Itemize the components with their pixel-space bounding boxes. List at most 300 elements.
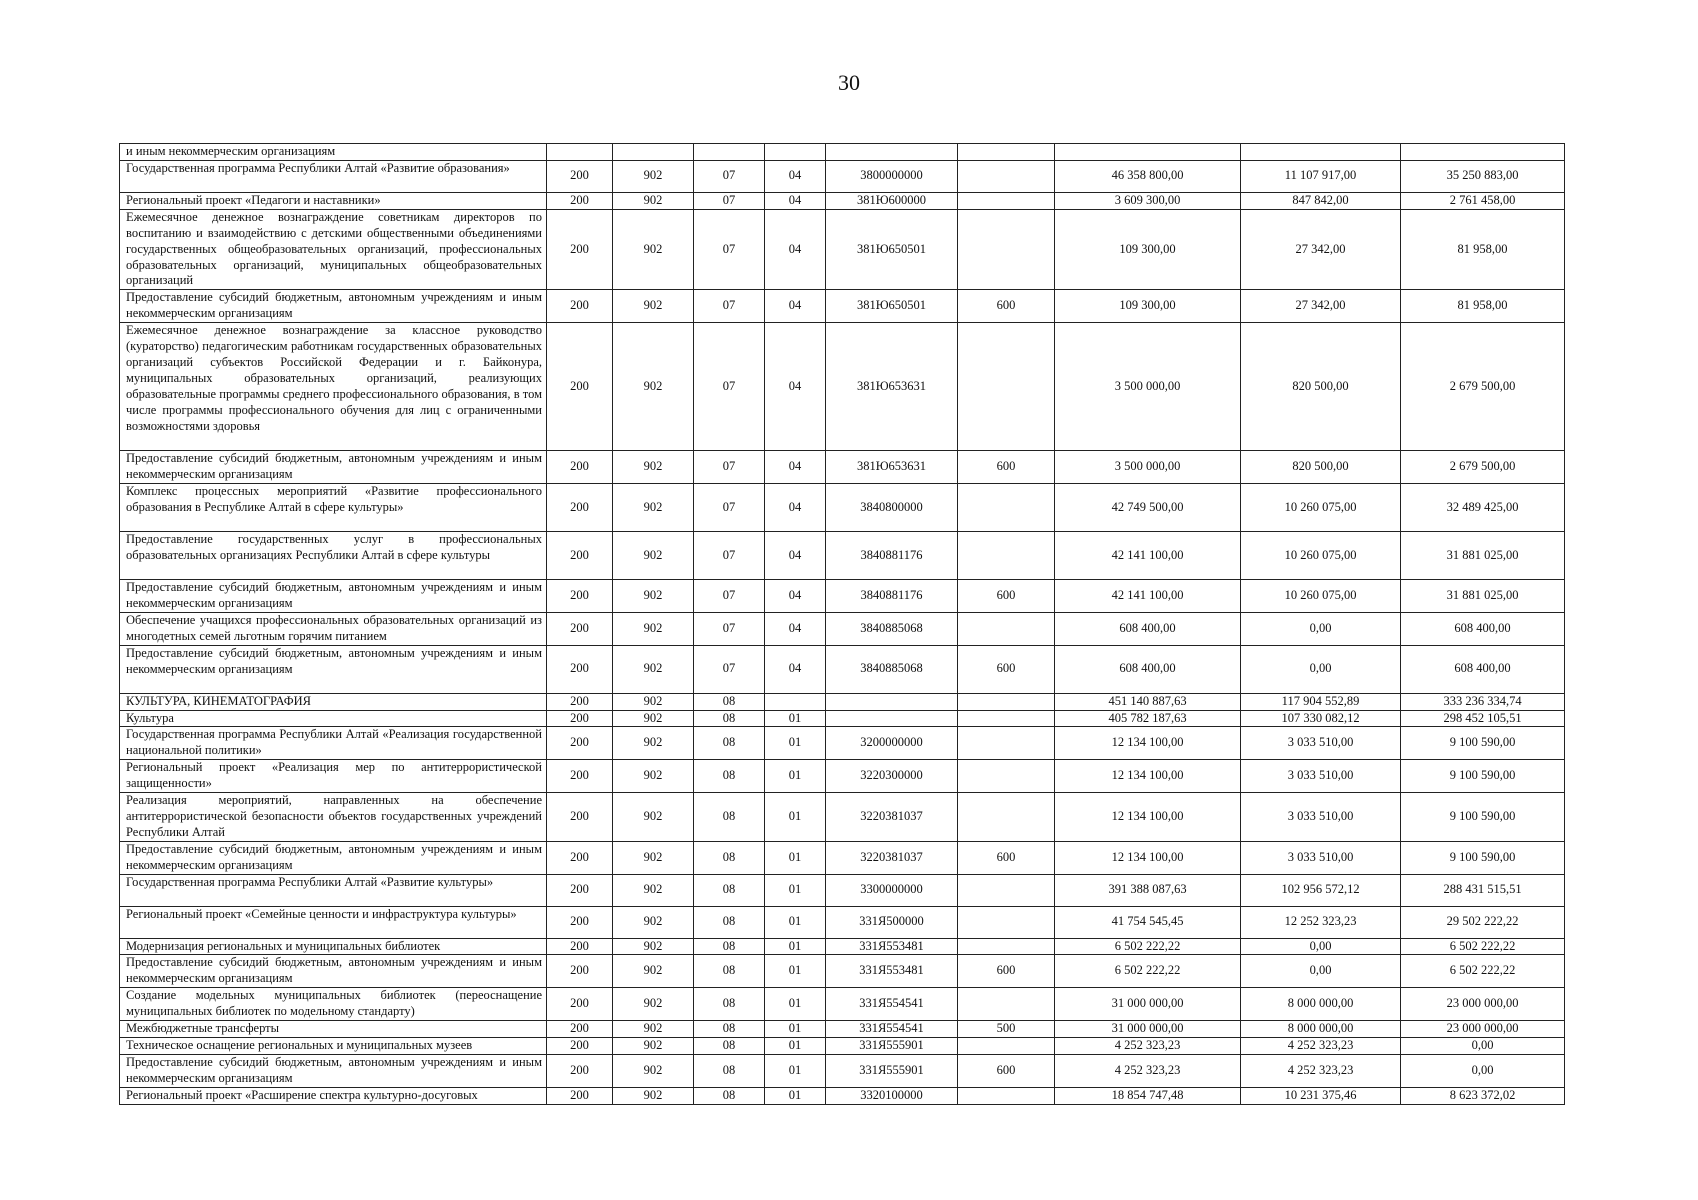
row-name: Культура	[120, 710, 547, 727]
row-name: Предоставление субсидий бюджетным, автономным учреждениям и иным некоммерческим организациям	[120, 645, 547, 693]
table-row	[120, 290, 1565, 323]
table-row	[120, 531, 1565, 579]
row-amount-regional: 608 400,00	[1401, 645, 1565, 693]
row-section: 07	[694, 451, 765, 484]
row-amount-federal: 4 252 323,23	[1241, 1038, 1401, 1055]
row-section: 08	[694, 841, 765, 874]
row-amount-total: 12 134 100,00	[1055, 760, 1241, 793]
row-amount-federal: 107 330 082,12	[1241, 710, 1401, 727]
row-target-article	[826, 693, 958, 710]
table-row	[120, 710, 1565, 727]
row-expense-type	[958, 1087, 1055, 1104]
row-expense-type	[958, 531, 1055, 579]
row-amount-regional: 2 761 458,00	[1401, 192, 1565, 209]
row-subsection: 04	[765, 483, 826, 531]
row-amount-total: 12 134 100,00	[1055, 841, 1241, 874]
row-amount-regional: 29 502 222,22	[1401, 906, 1565, 938]
row-expense-type: 600	[958, 451, 1055, 484]
row-name: Предоставление субсидий бюджетным, автономным учреждениям и иным некоммерческим организациям	[120, 290, 547, 323]
table-row	[120, 645, 1565, 693]
row-grbs-code: 902	[613, 793, 694, 842]
row-target-article: 381Ю653631	[826, 323, 958, 451]
row-grbs-code: 902	[613, 645, 694, 693]
row-grbs-code: 902	[613, 323, 694, 451]
row-expense-type	[958, 612, 1055, 645]
page-number: 30	[838, 70, 860, 95]
row-section: 07	[694, 160, 765, 192]
row-amount-total: 451 140 887,63	[1055, 693, 1241, 710]
row-amount-regional: 81 958,00	[1401, 290, 1565, 323]
row-amount-regional: 608 400,00	[1401, 612, 1565, 645]
row-admin-code: 200	[547, 955, 613, 988]
row-amount-federal: 102 956 572,12	[1241, 874, 1401, 906]
row-name: Ежемесячное денежное вознаграждение советникам директоров по воспитанию и взаимодействию с детскими общественными объединениями государственных общеобразовательных организаций, профессиональных образовательных организаций, муниципальных общеобразовательных организаций	[120, 209, 547, 290]
table-row	[120, 874, 1565, 906]
row-amount-regional: 2 679 500,00	[1401, 323, 1565, 451]
row-target-article: 381Ю650501	[826, 290, 958, 323]
row-name: Предоставление субсидий бюджетным, автономным учреждениям и иным некоммерческим организациям	[120, 451, 547, 484]
row-section: 07	[694, 323, 765, 451]
row-subsection: 01	[765, 874, 826, 906]
row-amount-total: 608 400,00	[1055, 612, 1241, 645]
row-expense-type	[958, 906, 1055, 938]
table-row	[120, 1038, 1565, 1055]
row-grbs-code: 902	[613, 710, 694, 727]
row-expense-type	[958, 988, 1055, 1021]
row-section: 07	[694, 612, 765, 645]
row-expense-type	[958, 160, 1055, 192]
row-admin-code: 200	[547, 693, 613, 710]
row-section: 08	[694, 988, 765, 1021]
row-admin-code: 200	[547, 710, 613, 727]
row-amount-total: 42 141 100,00	[1055, 531, 1241, 579]
row-admin-code: 200	[547, 906, 613, 938]
table-row	[120, 144, 1565, 161]
row-amount-total: 109 300,00	[1055, 290, 1241, 323]
row-expense-type	[958, 1038, 1055, 1055]
row-expense-type	[958, 793, 1055, 842]
table-row	[120, 693, 1565, 710]
row-target-article: 331Я554541	[826, 1021, 958, 1038]
row-expense-type	[958, 144, 1055, 161]
row-grbs-code: 902	[613, 1038, 694, 1055]
row-admin-code: 200	[547, 874, 613, 906]
row-subsection: 01	[765, 1054, 826, 1087]
row-amount-total: 42 141 100,00	[1055, 579, 1241, 612]
row-subsection: 04	[765, 209, 826, 290]
row-subsection: 04	[765, 612, 826, 645]
row-amount-federal: 8 000 000,00	[1241, 1021, 1401, 1038]
row-target-article: 381Ю650501	[826, 209, 958, 290]
table-row	[120, 1087, 1565, 1104]
row-target-article: 331Я553481	[826, 938, 958, 955]
row-subsection	[765, 693, 826, 710]
row-section: 08	[694, 727, 765, 760]
row-admin-code: 200	[547, 988, 613, 1021]
row-grbs-code: 902	[613, 1021, 694, 1038]
row-expense-type	[958, 874, 1055, 906]
row-name: Межбюджетные трансферты	[120, 1021, 547, 1038]
row-target-article: 331Я555901	[826, 1054, 958, 1087]
row-amount-regional: 31 881 025,00	[1401, 531, 1565, 579]
row-amount-total: 42 749 500,00	[1055, 483, 1241, 531]
row-grbs-code: 902	[613, 760, 694, 793]
row-grbs-code: 902	[613, 192, 694, 209]
row-amount-federal: 117 904 552,89	[1241, 693, 1401, 710]
row-amount-federal: 27 342,00	[1241, 209, 1401, 290]
row-name: Государственная программа Республики Алтай «Развитие культуры»	[120, 874, 547, 906]
row-section: 08	[694, 1054, 765, 1087]
row-subsection: 01	[765, 955, 826, 988]
row-grbs-code: 902	[613, 579, 694, 612]
row-amount-federal: 10 260 075,00	[1241, 579, 1401, 612]
table-row	[120, 793, 1565, 842]
row-subsection: 04	[765, 192, 826, 209]
row-amount-regional: 2 679 500,00	[1401, 451, 1565, 484]
row-admin-code: 200	[547, 1038, 613, 1055]
row-grbs-code: 902	[613, 955, 694, 988]
row-amount-regional: 23 000 000,00	[1401, 1021, 1565, 1038]
row-expense-type	[958, 693, 1055, 710]
row-subsection: 01	[765, 841, 826, 874]
row-subsection: 01	[765, 793, 826, 842]
row-amount-regional: 9 100 590,00	[1401, 760, 1565, 793]
row-amount-regional: 0,00	[1401, 1038, 1565, 1055]
row-amount-total: 3 500 000,00	[1055, 323, 1241, 451]
row-subsection	[765, 144, 826, 161]
row-section: 08	[694, 710, 765, 727]
row-name: Предоставление субсидий бюджетным, автономным учреждениям и иным некоммерческим организациям	[120, 1054, 547, 1087]
row-subsection: 01	[765, 906, 826, 938]
row-admin-code: 200	[547, 160, 613, 192]
row-expense-type	[958, 710, 1055, 727]
row-grbs-code	[613, 144, 694, 161]
row-expense-type: 600	[958, 955, 1055, 988]
row-grbs-code: 902	[613, 1087, 694, 1104]
row-admin-code	[547, 144, 613, 161]
row-admin-code: 200	[547, 290, 613, 323]
row-amount-total: 608 400,00	[1055, 645, 1241, 693]
row-target-article: 3840885068	[826, 612, 958, 645]
row-name: Предоставление субсидий бюджетным, автономным учреждениям и иным некоммерческим организациям	[120, 841, 547, 874]
row-name: Обеспечение учащихся профессиональных образовательных организаций из многодетных семей льготным горячим питанием	[120, 612, 547, 645]
row-amount-total: 391 388 087,63	[1055, 874, 1241, 906]
row-admin-code: 200	[547, 192, 613, 209]
row-section: 08	[694, 1021, 765, 1038]
row-subsection: 01	[765, 1038, 826, 1055]
row-section	[694, 144, 765, 161]
row-amount-total: 31 000 000,00	[1055, 988, 1241, 1021]
row-grbs-code: 902	[613, 906, 694, 938]
row-section: 07	[694, 209, 765, 290]
row-name: Комплекс процессных мероприятий «Развитие профессионального образования в Республике Алтай в сфере культуры»	[120, 483, 547, 531]
row-amount-federal: 0,00	[1241, 955, 1401, 988]
row-target-article: 3220381037	[826, 841, 958, 874]
row-amount-federal: 3 033 510,00	[1241, 760, 1401, 793]
row-amount-regional: 8 623 372,02	[1401, 1087, 1565, 1104]
row-section: 08	[694, 693, 765, 710]
row-amount-regional: 298 452 105,51	[1401, 710, 1565, 727]
row-admin-code: 200	[547, 209, 613, 290]
row-grbs-code: 902	[613, 938, 694, 955]
row-target-article: 331Я500000	[826, 906, 958, 938]
row-section: 08	[694, 955, 765, 988]
table-row	[120, 451, 1565, 484]
row-admin-code: 200	[547, 841, 613, 874]
row-amount-regional: 81 958,00	[1401, 209, 1565, 290]
row-amount-regional: 9 100 590,00	[1401, 841, 1565, 874]
row-section: 08	[694, 793, 765, 842]
row-name: Ежемесячное денежное вознаграждение за классное руководство (кураторство) педагогическим работникам государственных образовательных организаций субъектов Российской Федерации и г. Байконура, муниципальных образовательных организаций, реализующих образовательные программы среднего профессионального образования, в том числе программы профессионального обучения для лиц с ограниченными возможностями здоровья	[120, 323, 547, 451]
row-section: 07	[694, 290, 765, 323]
row-section: 07	[694, 483, 765, 531]
row-target-article: 3840881176	[826, 531, 958, 579]
table-row	[120, 1054, 1565, 1087]
row-amount-total: 6 502 222,22	[1055, 938, 1241, 955]
row-amount-regional: 6 502 222,22	[1401, 955, 1565, 988]
row-target-article: 3840885068	[826, 645, 958, 693]
row-expense-type	[958, 938, 1055, 955]
table-row	[120, 727, 1565, 760]
row-expense-type	[958, 192, 1055, 209]
row-amount-regional: 31 881 025,00	[1401, 579, 1565, 612]
row-name: Государственная программа Республики Алтай «Реализация государственной национальной политики»	[120, 727, 547, 760]
row-name: Государственная программа Республики Алтай «Развитие образования»	[120, 160, 547, 192]
row-subsection: 04	[765, 160, 826, 192]
row-target-article: 3840800000	[826, 483, 958, 531]
row-name: Предоставление субсидий бюджетным, автономным учреждениям и иным некоммерческим организациям	[120, 579, 547, 612]
table-row	[120, 323, 1565, 451]
row-subsection: 04	[765, 290, 826, 323]
row-amount-total	[1055, 144, 1241, 161]
row-admin-code: 200	[547, 323, 613, 451]
row-section: 07	[694, 192, 765, 209]
row-section: 07	[694, 531, 765, 579]
row-amount-total: 6 502 222,22	[1055, 955, 1241, 988]
row-amount-total: 12 134 100,00	[1055, 793, 1241, 842]
row-amount-federal: 3 033 510,00	[1241, 793, 1401, 842]
table-body	[120, 144, 1565, 1105]
row-grbs-code: 902	[613, 841, 694, 874]
row-amount-total: 4 252 323,23	[1055, 1054, 1241, 1087]
row-subsection: 01	[765, 938, 826, 955]
row-name: Региональный проект «Семейные ценности и инфраструктура культуры»	[120, 906, 547, 938]
row-admin-code: 200	[547, 451, 613, 484]
row-name: Техническое оснащение региональных и муниципальных музеев	[120, 1038, 547, 1055]
row-name: Региональный проект «Расширение спектра культурно-досуговых	[120, 1087, 547, 1104]
row-amount-regional: 32 489 425,00	[1401, 483, 1565, 531]
row-subsection: 04	[765, 323, 826, 451]
row-amount-total: 31 000 000,00	[1055, 1021, 1241, 1038]
row-amount-total: 12 134 100,00	[1055, 727, 1241, 760]
row-grbs-code: 902	[613, 209, 694, 290]
row-section: 08	[694, 938, 765, 955]
row-amount-federal: 10 260 075,00	[1241, 531, 1401, 579]
row-amount-regional: 333 236 334,74	[1401, 693, 1565, 710]
row-target-article: 3320100000	[826, 1087, 958, 1104]
row-grbs-code: 902	[613, 727, 694, 760]
row-admin-code: 200	[547, 1087, 613, 1104]
row-grbs-code: 902	[613, 1054, 694, 1087]
budget-table	[119, 143, 1565, 1105]
row-name: Реализация мероприятий, направленных на обеспечение антитеррористической безопасности объектов государственных учреждений Республики Алтай	[120, 793, 547, 842]
row-amount-federal: 0,00	[1241, 645, 1401, 693]
table-row	[120, 955, 1565, 988]
row-grbs-code: 902	[613, 874, 694, 906]
row-amount-federal: 11 107 917,00	[1241, 160, 1401, 192]
row-admin-code: 200	[547, 1021, 613, 1038]
row-admin-code: 200	[547, 727, 613, 760]
row-amount-federal: 12 252 323,23	[1241, 906, 1401, 938]
row-target-article: 331Я555901	[826, 1038, 958, 1055]
row-amount-regional	[1401, 144, 1565, 161]
row-admin-code: 200	[547, 483, 613, 531]
row-amount-regional: 6 502 222,22	[1401, 938, 1565, 955]
row-expense-type	[958, 727, 1055, 760]
row-target-article: 3220381037	[826, 793, 958, 842]
row-section: 08	[694, 874, 765, 906]
row-expense-type: 600	[958, 841, 1055, 874]
row-admin-code: 200	[547, 645, 613, 693]
row-amount-federal: 3 033 510,00	[1241, 727, 1401, 760]
row-amount-total: 46 358 800,00	[1055, 160, 1241, 192]
row-amount-regional: 9 100 590,00	[1401, 727, 1565, 760]
row-expense-type: 600	[958, 645, 1055, 693]
table-row	[120, 192, 1565, 209]
row-grbs-code: 902	[613, 290, 694, 323]
table-row	[120, 938, 1565, 955]
row-amount-federal: 820 500,00	[1241, 451, 1401, 484]
row-subsection: 01	[765, 727, 826, 760]
row-target-article: 3800000000	[826, 160, 958, 192]
row-subsection: 01	[765, 760, 826, 793]
row-expense-type: 600	[958, 290, 1055, 323]
row-target-article	[826, 710, 958, 727]
row-admin-code: 200	[547, 612, 613, 645]
row-expense-type: 500	[958, 1021, 1055, 1038]
table-row	[120, 841, 1565, 874]
row-amount-regional: 23 000 000,00	[1401, 988, 1565, 1021]
row-name: Предоставление государственных услуг в профессиональных образовательных организациях Республики Алтай в сфере культуры	[120, 531, 547, 579]
row-amount-federal: 8 000 000,00	[1241, 988, 1401, 1021]
row-section: 07	[694, 579, 765, 612]
row-admin-code: 200	[547, 760, 613, 793]
row-section: 08	[694, 760, 765, 793]
row-amount-federal: 0,00	[1241, 612, 1401, 645]
row-amount-total: 3 609 300,00	[1055, 192, 1241, 209]
row-name: Региональный проект «Педагоги и наставники»	[120, 192, 547, 209]
row-admin-code: 200	[547, 579, 613, 612]
row-name: Региональный проект «Реализация мер по антитеррористической защищенности»	[120, 760, 547, 793]
row-amount-federal	[1241, 144, 1401, 161]
row-grbs-code: 902	[613, 451, 694, 484]
row-subsection: 04	[765, 531, 826, 579]
row-expense-type	[958, 760, 1055, 793]
row-name: и иным некоммерческим организациям	[120, 144, 547, 161]
row-section: 08	[694, 906, 765, 938]
row-grbs-code: 902	[613, 531, 694, 579]
row-target-article: 3200000000	[826, 727, 958, 760]
row-grbs-code: 902	[613, 612, 694, 645]
row-name: КУЛЬТУРА, КИНЕМАТОГРАФИЯ	[120, 693, 547, 710]
row-amount-regional: 0,00	[1401, 1054, 1565, 1087]
row-target-article: 381Ю600000	[826, 192, 958, 209]
row-expense-type	[958, 323, 1055, 451]
row-grbs-code: 902	[613, 483, 694, 531]
row-expense-type: 600	[958, 1054, 1055, 1087]
row-target-article: 3220300000	[826, 760, 958, 793]
row-amount-total: 405 782 187,63	[1055, 710, 1241, 727]
row-amount-regional: 9 100 590,00	[1401, 793, 1565, 842]
row-expense-type: 600	[958, 579, 1055, 612]
row-subsection: 01	[765, 710, 826, 727]
row-name: Предоставление субсидий бюджетным, автономным учреждениям и иным некоммерческим организациям	[120, 955, 547, 988]
row-name: Создание модельных муниципальных библиотек (переоснащение муниципальных библиотек по модельному стандарту)	[120, 988, 547, 1021]
row-target-article	[826, 144, 958, 161]
row-admin-code: 200	[547, 938, 613, 955]
table-row	[120, 209, 1565, 290]
table-row	[120, 906, 1565, 938]
row-section: 08	[694, 1038, 765, 1055]
row-amount-regional: 35 250 883,00	[1401, 160, 1565, 192]
row-admin-code: 200	[547, 531, 613, 579]
row-target-article: 331Я554541	[826, 988, 958, 1021]
table-row	[120, 612, 1565, 645]
row-amount-total: 18 854 747,48	[1055, 1087, 1241, 1104]
row-expense-type	[958, 209, 1055, 290]
table-row	[120, 988, 1565, 1021]
table-row	[120, 1021, 1565, 1038]
row-expense-type	[958, 483, 1055, 531]
row-subsection: 04	[765, 645, 826, 693]
row-admin-code: 200	[547, 793, 613, 842]
row-amount-federal: 10 260 075,00	[1241, 483, 1401, 531]
table-row	[120, 579, 1565, 612]
row-amount-federal: 847 842,00	[1241, 192, 1401, 209]
row-amount-regional: 288 431 515,51	[1401, 874, 1565, 906]
row-amount-federal: 0,00	[1241, 938, 1401, 955]
row-grbs-code: 902	[613, 693, 694, 710]
row-amount-federal: 27 342,00	[1241, 290, 1401, 323]
row-amount-federal: 3 033 510,00	[1241, 841, 1401, 874]
row-target-article: 3300000000	[826, 874, 958, 906]
row-section: 08	[694, 1087, 765, 1104]
row-grbs-code: 902	[613, 160, 694, 192]
row-amount-total: 3 500 000,00	[1055, 451, 1241, 484]
row-target-article: 381Ю653631	[826, 451, 958, 484]
row-target-article: 331Я553481	[826, 955, 958, 988]
table-row	[120, 160, 1565, 192]
row-amount-federal: 4 252 323,23	[1241, 1054, 1401, 1087]
row-amount-federal: 10 231 375,46	[1241, 1087, 1401, 1104]
row-amount-total: 4 252 323,23	[1055, 1038, 1241, 1055]
row-name: Модернизация региональных и муниципальных библиотек	[120, 938, 547, 955]
row-grbs-code: 902	[613, 988, 694, 1021]
row-amount-total: 41 754 545,45	[1055, 906, 1241, 938]
row-amount-federal: 820 500,00	[1241, 323, 1401, 451]
row-amount-total: 109 300,00	[1055, 209, 1241, 290]
row-section: 07	[694, 645, 765, 693]
row-subsection: 04	[765, 579, 826, 612]
row-subsection: 04	[765, 451, 826, 484]
row-target-article: 3840881176	[826, 579, 958, 612]
table-row	[120, 483, 1565, 531]
table-row	[120, 760, 1565, 793]
row-admin-code: 200	[547, 1054, 613, 1087]
row-subsection: 01	[765, 1087, 826, 1104]
row-subsection: 01	[765, 1021, 826, 1038]
row-subsection: 01	[765, 988, 826, 1021]
